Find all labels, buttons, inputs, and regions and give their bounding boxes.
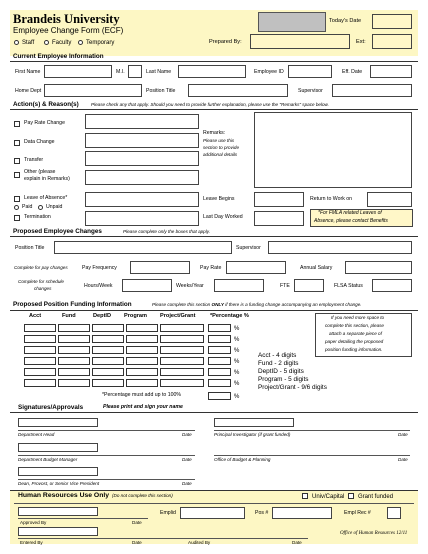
pi-sign-line <box>214 430 410 431</box>
return-to-work-label: Return to Work on <box>310 196 352 202</box>
funding-cell[interactable] <box>126 357 158 365</box>
digits-acct: Acct - 4 digits <box>258 352 297 359</box>
annual-salary-label: Annual Salary <box>300 265 333 271</box>
project-grant-cell[interactable] <box>160 357 204 365</box>
proposed-changes-title: Proposed Employee Changes <box>13 228 102 235</box>
funding-cell[interactable] <box>126 368 158 376</box>
project-grant-cell[interactable] <box>160 368 204 376</box>
flsa-status-label: FLSA Status <box>334 283 363 289</box>
leave-of-absence-checkbox[interactable] <box>14 196 20 202</box>
pay-rate-label: Pay Rate <box>200 265 222 271</box>
office-budget-sign-line <box>214 455 410 456</box>
col-program: Program <box>124 313 148 319</box>
approved-by-label: Approved By <box>20 520 47 525</box>
digits-program: Program - 5 digits <box>258 376 309 383</box>
budget-manager-print-field[interactable] <box>18 443 98 452</box>
digits-fund: Fund - 2 digits <box>258 360 299 367</box>
dean-print-field[interactable] <box>18 467 98 476</box>
leave-of-absence-label: Leave of Absence* <box>24 195 68 201</box>
leave-of-absence-field[interactable] <box>85 192 199 207</box>
todays-date-field[interactable] <box>372 14 412 29</box>
pay-rate-field[interactable] <box>226 261 286 274</box>
funding-note <box>152 303 362 308</box>
hours-week-field[interactable] <box>122 279 172 292</box>
funding-title: Proposed Position Funding Information <box>13 301 132 308</box>
approved-date-label: Date <box>132 520 142 525</box>
budget-manager-sign-line <box>18 455 195 456</box>
project-grant-cell[interactable] <box>160 379 204 387</box>
faculty-label: Faculty <box>52 40 72 46</box>
mi-label: M.I. <box>116 69 125 75</box>
staff-label: Staff <box>22 40 35 46</box>
unpaid-label: Unpaid <box>46 204 63 210</box>
form-title: Employee Change Form (ECF) <box>13 26 124 35</box>
mi-field[interactable] <box>128 65 142 78</box>
transfer-label: Transfer <box>24 157 44 163</box>
col-acct: Acct <box>29 313 42 319</box>
approved-by-line <box>18 518 148 519</box>
funding-cell[interactable] <box>92 346 124 354</box>
other-label-line1: Other (please <box>24 169 56 175</box>
pay-rate-change-checkbox[interactable] <box>14 121 20 127</box>
office-budget-date-label: Date <box>398 457 408 462</box>
digits-project-grant: Project/Grant - 9/6 digits <box>258 384 327 391</box>
project-grant-cell[interactable] <box>160 335 204 343</box>
eff-date-label: Eff. Date <box>342 69 363 75</box>
staff-radio[interactable] <box>14 40 19 45</box>
pay-frequency-label: Pay Frequency <box>82 265 117 271</box>
remarks-line2: section to provide <box>203 145 240 150</box>
entered-by-label: Entered By <box>20 540 43 545</box>
temporary-label: Temporary <box>86 40 115 46</box>
employee-id-label: Employee ID <box>254 69 284 75</box>
flsa-status-field[interactable] <box>372 279 412 292</box>
pos-label: Pos # <box>255 510 269 516</box>
percentage-cell[interactable] <box>208 357 231 365</box>
percent-sign: % <box>234 359 240 365</box>
fte-label: FTE <box>280 283 290 289</box>
pi-print-field[interactable] <box>214 418 294 427</box>
audited-date-label: Date <box>292 540 302 545</box>
pi-date-label: Date <box>398 432 408 437</box>
col-deptid: DeptID <box>93 313 112 319</box>
percentage-cell[interactable] <box>208 335 231 343</box>
weeks-year-field[interactable] <box>214 279 264 292</box>
fmla-note-line1: *For FMLA related Leaves of <box>318 210 382 216</box>
actions-rule <box>10 109 418 110</box>
university-name: Brandeis University <box>13 12 120 26</box>
temporary-radio[interactable] <box>78 40 83 45</box>
funding-cell[interactable] <box>58 346 90 354</box>
signatures-rule <box>10 412 418 413</box>
percentage-cell[interactable] <box>208 379 231 387</box>
funding-cell[interactable] <box>126 335 158 343</box>
schedule-note-line1: Complete for schedule <box>18 279 64 284</box>
weeks-year-label: Weeks/Year <box>176 283 204 289</box>
percentage-cell[interactable] <box>208 324 231 332</box>
supervisor-label: Supervisor <box>298 88 323 94</box>
current-employee-rule <box>10 61 418 62</box>
funding-cell[interactable] <box>24 346 56 354</box>
percent-sign: % <box>234 370 240 376</box>
audited-by-label: Audited By <box>188 540 211 545</box>
univ-capital-checkbox[interactable] <box>302 493 308 499</box>
faculty-radio[interactable] <box>44 40 49 45</box>
leave-begins-field[interactable] <box>254 192 304 207</box>
project-grant-cell[interactable] <box>160 346 204 354</box>
funding-cell[interactable] <box>126 324 158 332</box>
more-space-line4: paper detailing the proposed <box>325 339 384 344</box>
digits-deptid: DeptID - 5 digits <box>258 368 304 375</box>
home-dept-label: Home Dept <box>15 88 42 94</box>
signatures-title: Signatures/Approvals <box>18 404 84 411</box>
grant-funded-checkbox[interactable] <box>348 493 354 499</box>
fte-field[interactable] <box>294 279 324 292</box>
prepared-by-label: Prepared By: <box>209 39 242 45</box>
hr-title: Human Resources Use Only <box>18 492 110 499</box>
hours-week-label: Hours/Week <box>84 283 113 289</box>
position-title-label: Position Title <box>146 88 176 94</box>
new-position-title-field[interactable] <box>54 241 232 254</box>
remarks-title: Remarks: <box>203 130 226 136</box>
actions-title: Action(s) & Reason(s) <box>13 101 79 108</box>
current-employee-title: Current Employee Information <box>13 53 104 60</box>
funding-cell[interactable] <box>58 357 90 365</box>
percent-sign: % <box>234 337 240 343</box>
funding-cell[interactable] <box>24 357 56 365</box>
employee-id-field[interactable] <box>288 65 332 78</box>
hr-note: (Do not complete this section) <box>112 493 173 498</box>
more-space-line5: position funding information. <box>325 347 383 352</box>
other-label-line2: explain in Remarks) <box>24 176 70 182</box>
paid-radio[interactable] <box>14 205 19 210</box>
funding-cell[interactable] <box>92 357 124 365</box>
project-grant-cell[interactable] <box>160 324 204 332</box>
col-project-grant: Project/Grant <box>160 313 196 319</box>
data-change-field[interactable] <box>85 133 199 148</box>
new-supervisor-label: Supervisor <box>236 245 261 251</box>
supervisor-field[interactable] <box>332 84 412 97</box>
funding-cell[interactable] <box>58 379 90 387</box>
new-supervisor-field[interactable] <box>268 241 412 254</box>
funding-cell[interactable] <box>24 335 56 343</box>
funding-cell[interactable] <box>126 346 158 354</box>
return-to-work-field[interactable] <box>367 192 412 207</box>
dean-sign-line <box>18 479 195 480</box>
funding-cell[interactable] <box>126 379 158 387</box>
todays-date-label: Today's Date <box>329 18 362 24</box>
eff-date-field[interactable] <box>370 65 412 78</box>
data-change-label: Data Change <box>24 139 55 145</box>
office-budget-label: Office of Budget & Planning <box>214 457 271 462</box>
position-title-field[interactable] <box>188 84 288 97</box>
department-head-print-field[interactable] <box>18 418 98 427</box>
percentage-cell[interactable] <box>208 368 231 376</box>
other-field[interactable] <box>85 170 199 185</box>
data-change-checkbox[interactable] <box>14 140 20 146</box>
remarks-line3: additional details <box>203 152 238 157</box>
funding-note-suffix: if there is a funding change accompanying an employment change. <box>223 302 362 307</box>
entered-by-field[interactable] <box>18 527 98 536</box>
remarks-line1: Please use this <box>203 138 235 143</box>
paid-label: Paid <box>22 204 33 210</box>
more-space-line1: If you need more space to <box>331 315 385 320</box>
principal-investigator-label: Principal Investigator (if grant funded) <box>214 432 291 437</box>
funding-cell[interactable] <box>24 324 56 332</box>
ext-label: Ext: <box>356 39 366 45</box>
funding-note-only: ONLY <box>211 302 224 307</box>
entered-date-label: Date <box>132 540 142 545</box>
proposed-changes-rule <box>10 236 418 237</box>
empl-rec-field[interactable] <box>387 507 401 519</box>
last-name-field[interactable] <box>178 65 246 78</box>
funding-cell[interactable] <box>58 324 90 332</box>
hr-divider <box>14 503 414 504</box>
percent-sign-total: % <box>234 394 240 400</box>
annual-salary-field[interactable] <box>345 261 412 274</box>
funding-rule <box>10 310 418 311</box>
pos-field[interactable] <box>272 507 332 519</box>
funding-cell[interactable] <box>92 335 124 343</box>
percentage-cell[interactable] <box>208 346 231 354</box>
fmla-note-line2: Absence, please contact Benefits <box>314 218 388 224</box>
schedule-note-line2: changes <box>34 286 52 291</box>
first-name-label: First Name <box>15 69 41 75</box>
percentage-total-note: *Percentage must add up to 100% <box>102 392 182 398</box>
last-day-worked-field[interactable] <box>254 211 304 226</box>
unpaid-radio[interactable] <box>38 205 43 210</box>
office-use-box <box>258 12 326 32</box>
transfer-checkbox[interactable] <box>14 158 20 164</box>
percentage-total-cell[interactable] <box>208 392 231 400</box>
percent-sign: % <box>234 326 240 332</box>
percent-sign: % <box>234 381 240 387</box>
leave-begins-label: Leave Begins <box>203 196 235 202</box>
proposed-changes-note: Please complete only the boxes that apply. <box>123 229 210 234</box>
emplid-label: Emplid <box>160 510 176 516</box>
department-head-sign-line <box>18 430 195 431</box>
dean-label: Dean, Provost, or Senior Vice President <box>18 481 100 486</box>
funding-cell[interactable] <box>24 368 56 376</box>
pay-frequency-field[interactable] <box>130 261 190 274</box>
funding-cell[interactable] <box>58 368 90 376</box>
col-fund: Fund <box>62 313 76 319</box>
termination-checkbox[interactable] <box>14 215 20 221</box>
funding-cell[interactable] <box>92 379 124 387</box>
remarks-field[interactable] <box>254 112 412 188</box>
col-percentage: *Percentage % <box>210 313 249 319</box>
pay-changes-note: Complete for pay changes <box>14 265 68 270</box>
entered-by-line <box>18 538 308 539</box>
department-head-date-label: Date <box>182 432 192 437</box>
percent-sign: % <box>234 348 240 354</box>
funding-cell[interactable] <box>92 324 124 332</box>
signatures-note: Please print and sign your name <box>103 404 183 410</box>
last-name-label: Last Name <box>146 69 172 75</box>
termination-label: Termination <box>24 214 51 220</box>
grant-funded-label: Grant funded <box>358 494 394 500</box>
ext-field[interactable] <box>372 34 412 49</box>
funding-note-prefix: Please complete this section <box>152 302 212 307</box>
transfer-field[interactable] <box>85 151 199 166</box>
actions-instructions: Please check any that apply. Should you need to provide further explanation, please use the "Remarks" space below. <box>91 102 329 107</box>
last-day-worked-label: Last Day Worked <box>203 214 243 220</box>
other-checkbox[interactable] <box>14 172 20 178</box>
dean-date-label: Date <box>182 481 192 486</box>
funding-cell[interactable] <box>92 368 124 376</box>
funding-cell[interactable] <box>24 379 56 387</box>
emplid-field[interactable] <box>180 507 245 519</box>
approved-by-field[interactable] <box>18 507 98 516</box>
budget-manager-date-label: Date <box>182 457 192 462</box>
prepared-by-field[interactable] <box>250 34 350 49</box>
funding-cell[interactable] <box>58 335 90 343</box>
more-space-line2: complete this section, please <box>325 323 384 328</box>
more-space-line3: attach a separate piece of <box>329 331 382 336</box>
univ-capital-label: Univ/Capital <box>312 494 345 500</box>
footer-revision: Office of Human Resources 12/11 <box>340 531 408 536</box>
home-dept-field[interactable] <box>44 84 142 97</box>
pay-rate-change-field[interactable] <box>85 114 199 129</box>
termination-field[interactable] <box>85 211 199 226</box>
department-head-label: Department Head <box>18 432 55 437</box>
new-position-title-label: Position Title <box>15 245 45 251</box>
first-name-field[interactable] <box>44 65 112 78</box>
empl-rec-label: Empl Rec # <box>344 510 371 516</box>
pay-rate-change-label: Pay Rate Change <box>24 120 65 126</box>
department-budget-manager-label: Department Budget Manager <box>18 457 78 462</box>
